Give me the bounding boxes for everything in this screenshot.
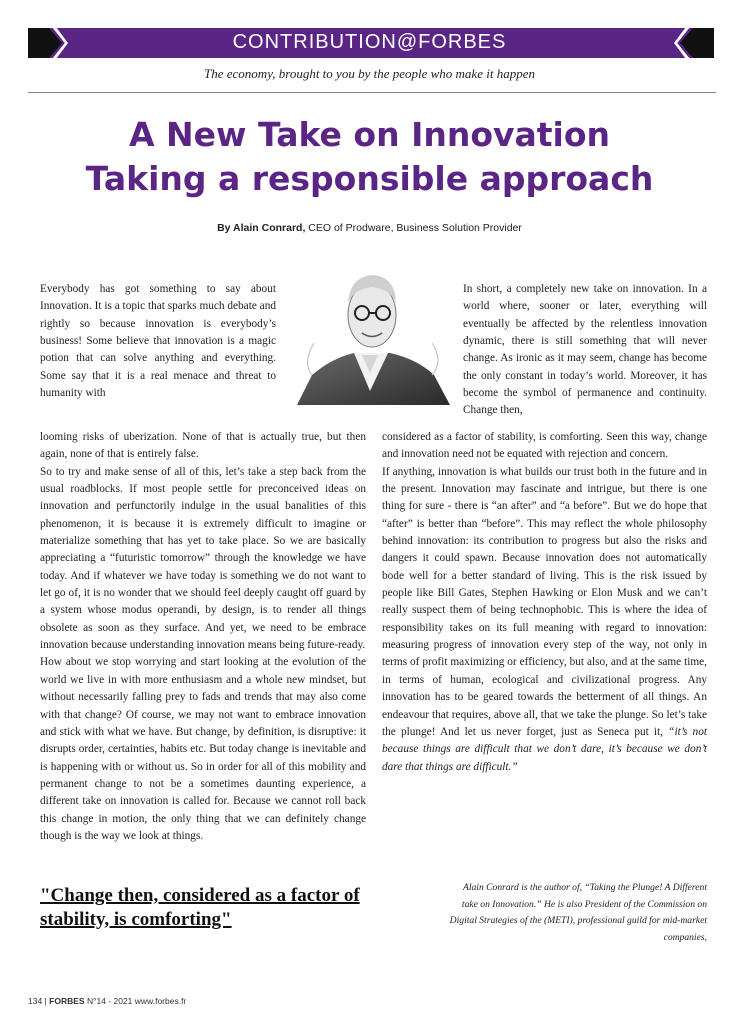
- paragraph: looming risks of uberization. None of that is actually true, but then again, none of that is entirely false.: [40, 431, 366, 461]
- paragraph: How about we stop worrying and start looking at the evolution of the world we live in with more enthusiasm and a whole new mindset, but without necessarily falling prey to fads and trends that may also come with that change? Of course, we may not want to embrace innovation and stick with what we have. But change, by definition, is disruptive: it disrupts order, certainties, habits etc. But today change is inevitable and is happening with or without us. So in order for all of this mobility and permanent change to not be a sometimes daunting experience, a different take on innovation is called for. Because we cannot roll back this change in motion, the only thing that we can definitely change though is the way we look at things.: [40, 656, 366, 842]
- author-bio: Alain Conrard is the author of, “Taking the Plunge! A Different take on Innovation.” He is also President of the Commission on Digital Strategies of the (METI), professional guild for mid-market companies,: [449, 882, 707, 943]
- byline-author: By Alain Conrard,: [217, 222, 306, 234]
- paragraph: So to try and make sense of all of this, let’s take a step back from the usual roadblocks. If most people settle for preconceived ideas on innovation and perfunctorily indulge in the usual banalities of this phenomenon, it is because it is extremely difficult to imagine or materialize something that has yet to take place. So we are basically appreciating a “futuristic tomorrow” through the knowledge we have today. And if whatever we have today is something we do not want to let go of, it is no wonder that we should feel deeply caught off guard by a system whose modus operandi, by design, is to render all things obsolete as soon as they surface. And yet, we need to be embrace innovation because understanding innovation means being future-ready.: [40, 465, 366, 652]
- author-portrait-image: [292, 263, 452, 405]
- banner-title: CONTRIBUTION@FORBES: [232, 31, 507, 53]
- left-column-intro: [40, 281, 276, 402]
- tagline: The economy, brought to you by the people who make it happen: [204, 66, 535, 81]
- headline-line-2: Taking a responsible approach: [85, 159, 654, 198]
- left-column-body: [40, 429, 366, 845]
- right-column-body: [382, 429, 707, 776]
- paragraph: [382, 464, 707, 776]
- footer-issue: N°14 - 2021: [86, 996, 133, 1006]
- pull-quote: [40, 884, 392, 932]
- paragraph: In short, a completely new take on innovation. In a world where, sooner or later, everything will eventually be affected by the relentless innovation dynamic, there is still something that will never change. As ironic as it may seem, change has become the only constant in today’s world. Moreover, it has become the symbol of permanence and continuity. Change then,: [463, 283, 707, 417]
- footer-site: www.forbes.fr: [134, 996, 187, 1006]
- paragraph-text: If anything, innovation is what builds our trust both in the future and in the present. Innovation may fascinate and intrigue, but there is one thing for sure - there is “an after” and “a before”. But we do hope that “after” is better than “before”. This may reflect the whole philosophy behind innovation: its contribution to progress but also the risks and dangers it could spawn. Because innovation does not automatically bode well for a better standard of living. This is the risk issued by people like Bill Gates, Stephen Hawking or Elon Musk and we can’t really suspect them of being technophobic. This is where the idea of responsibility takes on its full meaning with regard to innovation: measuring progress of innovation every step of the way, not only in terms of profit maximizing or efficiency, but also, and at the same time, in terms of human, ecological and civilizational progress. Any innovation has to be geared towards the betterment of all things. An endeavour that requires, above all, that we take the plunge. So let’s take the plunge! And let us never forget, just as Seneca put it,: [382, 465, 707, 738]
- right-column-intro: [463, 281, 707, 420]
- byline: [0, 222, 739, 234]
- headline-line-1: A New Take on Innovation: [128, 115, 611, 154]
- paragraph: considered as a factor of stability, is comforting. Seen this way, change and innovation need not be equated with rejection and concern.: [382, 431, 707, 461]
- article-headline: [0, 113, 739, 201]
- paragraph: Everybody has got something to say about Innovation. It is a topic that sparks much debate and rightly so because innovation is everybody’s business! Some believe that innovation is a magic potion that can solve anything and everything. Some say that it is a real menace and threat to humanity with: [40, 283, 276, 400]
- header-divider: [28, 92, 716, 93]
- pull-quote-text: "Change then, considered as a factor of stability, is comforting": [40, 885, 360, 930]
- footer-brand: FORBES: [49, 996, 85, 1006]
- byline-role: CEO of Prodware, Business Solution Provider: [308, 222, 522, 234]
- page-number: 134 |: [28, 996, 47, 1006]
- seneca-quote: “it’s not because things are difficult that we don’t dare, it’s because we don’t dare that things are difficult.”: [382, 725, 707, 773]
- page-footer: [28, 996, 186, 1006]
